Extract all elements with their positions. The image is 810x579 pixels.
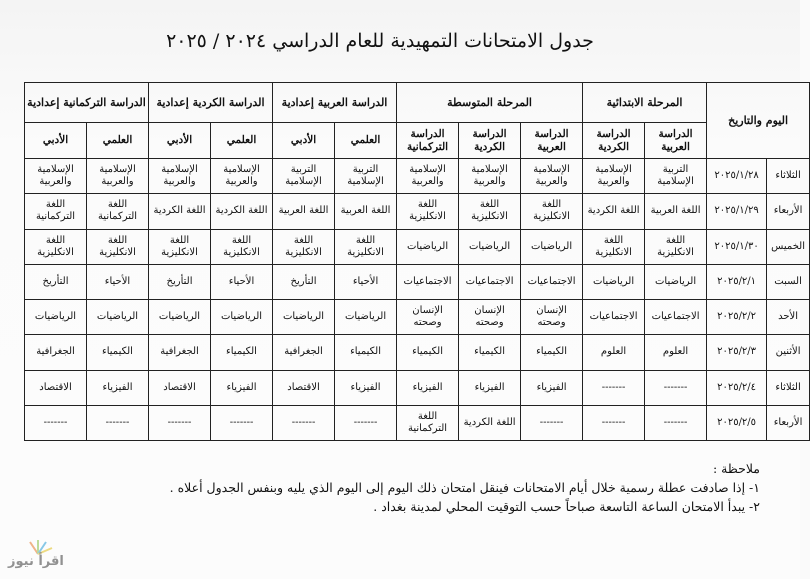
day-cell: السبت (767, 264, 810, 299)
date-cell: ٢٠٢٥/١/٣٠ (707, 229, 767, 264)
subject-cell: الأحياء (335, 264, 397, 299)
subject-cell: اللغة الانكليزية (211, 229, 273, 264)
subject-cell: الاجتماعيات (645, 300, 707, 335)
subject-cell: العلوم (583, 335, 645, 370)
subject-cell: الكيمياء (459, 335, 521, 370)
subject-cell: ------- (273, 405, 335, 440)
subheader-arabic-lit: الأدبي (273, 123, 335, 159)
subject-cell: الإسلامية والعربية (397, 159, 459, 194)
note-item: ٢- يبدأ الامتحان الساعة التاسعة صباحاً حسب التوقيت المحلي لمدينة بغداد . (373, 498, 760, 514)
date-cell: ٢٠٢٥/٢/٥ (707, 405, 767, 440)
schedule-row (25, 159, 810, 194)
day-cell: الأحد (767, 300, 810, 335)
subject-cell: اللغة الانكليزية (521, 194, 583, 229)
subject-cell: الاجتماعيات (397, 264, 459, 299)
subject-cell: التأريخ (149, 264, 211, 299)
subject-cell: الكيمياء (211, 335, 273, 370)
subject-cell: ------- (87, 405, 149, 440)
subject-cell: اللغة الانكليزية (583, 229, 645, 264)
page-title: جدول الامتحانات التمهيدية للعام الدراسي ٢٠٢٤ / ٢٠٢٥ (166, 30, 594, 52)
subject-cell: الفيزياء (459, 370, 521, 405)
notes-heading: ملاحظة : (712, 461, 760, 476)
subject-cell: الرياضيات (521, 229, 583, 264)
subject-cell: الأحياء (211, 264, 273, 299)
subject-cell: اللغة التركمانية (25, 194, 87, 229)
subject-cell: اللغة الانكليزية (149, 229, 211, 264)
subject-cell: الكيمياء (521, 335, 583, 370)
subject-cell: اللغة الانكليزية (335, 229, 397, 264)
subject-cell: اللغة التركمانية (87, 194, 149, 229)
header-day-date: اليوم والتاريخ (707, 83, 810, 159)
subheader-kurdish-lit: الأدبي (149, 123, 211, 159)
subject-cell: الفيزياء (87, 370, 149, 405)
subject-cell: الإسلامية والعربية (211, 159, 273, 194)
schedule-row (25, 335, 810, 370)
subject-cell: ------- (25, 405, 87, 440)
subheader-middle-arabic: الدراسة العربية (521, 123, 583, 159)
schedule-row (25, 300, 810, 335)
subject-cell: الاقتصاد (25, 370, 87, 405)
subject-cell: الفيزياء (211, 370, 273, 405)
subject-cell: اللغة العربية (645, 194, 707, 229)
subject-cell: الاجتماعيات (583, 300, 645, 335)
subject-cell: الجغرافية (149, 335, 211, 370)
subject-cell: الأحياء (87, 264, 149, 299)
subject-cell: ------- (583, 370, 645, 405)
day-cell: الخميس (767, 229, 810, 264)
subject-cell: الاجتماعيات (459, 264, 521, 299)
subject-cell: اللغة التركمانية (397, 405, 459, 440)
day-cell: الأثنين (767, 335, 810, 370)
subject-cell: الفيزياء (521, 370, 583, 405)
subheader-turkmen-sci: العلمي (87, 123, 149, 159)
subject-cell: الإسلامية والعربية (149, 159, 211, 194)
subject-cell: اللغة الكردية (211, 194, 273, 229)
subject-cell: اللغة الانكليزية (25, 229, 87, 264)
subject-cell: التربية الإسلامية (273, 159, 335, 194)
subject-cell: اللغة الكردية (459, 405, 521, 440)
subject-cell: الاقتصاد (273, 370, 335, 405)
subheader-kurdish-sci: العلمي (211, 123, 273, 159)
subject-cell: اللغة الانكليزية (87, 229, 149, 264)
subject-cell: الرياضيات (273, 300, 335, 335)
date-cell: ٢٠٢٥/١/٢٨ (707, 159, 767, 194)
day-cell: الأربعاء (767, 405, 810, 440)
subject-cell: التأريخ (273, 264, 335, 299)
subject-cell: ------- (149, 405, 211, 440)
subject-cell: الإنسان وصحته (521, 300, 583, 335)
subject-cell: الكيمياء (397, 335, 459, 370)
subheader-primary-arabic: الدراسة العربية (645, 123, 707, 159)
subheader-middle-kurdish: الدراسة الكردية (459, 123, 521, 159)
subject-cell: الرياضيات (87, 300, 149, 335)
subject-cell: اللغة الكردية (583, 194, 645, 229)
notes (60, 460, 760, 516)
subject-cell: الرياضيات (335, 300, 397, 335)
watermark-text: اقرأ نيوز (8, 554, 64, 569)
subject-cell: الفيزياء (335, 370, 397, 405)
subject-cell: ------- (645, 370, 707, 405)
header-kurdish-prep: الدراسة الكردية إعدادية (149, 83, 273, 123)
date-cell: ٢٠٢٥/٢/٤ (707, 370, 767, 405)
subject-cell: الرياضيات (645, 264, 707, 299)
date-cell: ٢٠٢٥/٢/١ (707, 264, 767, 299)
subject-cell: الرياضيات (459, 229, 521, 264)
subject-cell: التربية الإسلامية (645, 159, 707, 194)
subject-cell: ------- (211, 405, 273, 440)
exam-schedule-table (24, 82, 810, 441)
subject-cell: الإنسان وصحته (459, 300, 521, 335)
subject-cell: ------- (335, 405, 397, 440)
schedule-body (25, 159, 810, 441)
subheader-arabic-sci: العلمي (335, 123, 397, 159)
subject-cell: الإسلامية والعربية (25, 159, 87, 194)
subject-cell: اللغة الانكليزية (273, 229, 335, 264)
subject-cell: الإسلامية والعربية (459, 159, 521, 194)
date-cell: ٢٠٢٥/٢/٣ (707, 335, 767, 370)
subject-cell: الرياضيات (211, 300, 273, 335)
subheader-turkmen-lit: الأدبي (25, 123, 87, 159)
schedule-row (25, 405, 810, 440)
subject-cell: اللغة الانكليزية (397, 194, 459, 229)
subject-cell: العلوم (645, 335, 707, 370)
subject-cell: الكيمياء (87, 335, 149, 370)
date-cell: ٢٠٢٥/١/٢٩ (707, 194, 767, 229)
subject-cell: اللغة الكردية (149, 194, 211, 229)
subject-cell: الكيمياء (335, 335, 397, 370)
subject-cell: ------- (521, 405, 583, 440)
subject-cell: الاقتصاد (149, 370, 211, 405)
schedule-row (25, 194, 810, 229)
subject-cell: الإسلامية والعربية (583, 159, 645, 194)
subject-cell: اللغة العربية (335, 194, 397, 229)
header-primary: المرحلة الابتدائية (583, 83, 707, 123)
subject-cell: الإنسان وصحته (397, 300, 459, 335)
subject-cell: الفيزياء (397, 370, 459, 405)
date-cell: ٢٠٢٥/٢/٢ (707, 300, 767, 335)
subject-cell: ------- (583, 405, 645, 440)
header-turkmen-prep: الدراسة التركمانية إعدادية (25, 83, 149, 123)
day-cell: الثلاثاء (767, 159, 810, 194)
header-middle: المرحلة المتوسطة (397, 83, 583, 123)
subject-cell: الإسلامية والعربية (521, 159, 583, 194)
subject-cell: الرياضيات (583, 264, 645, 299)
subject-cell: التربية الإسلامية (335, 159, 397, 194)
subject-cell: اللغة العربية (273, 194, 335, 229)
subject-cell: الإسلامية والعربية (87, 159, 149, 194)
subject-cell: الجغرافية (25, 335, 87, 370)
subject-cell: الرياضيات (397, 229, 459, 264)
header-arabic-prep: الدراسة العربية إعدادية (273, 83, 397, 123)
schedule-row (25, 370, 810, 405)
subject-cell: التأريخ (25, 264, 87, 299)
subheader-primary-kurdish: الدراسة الكردية (583, 123, 645, 159)
schedule-row (25, 264, 810, 299)
schedule-row (25, 229, 810, 264)
day-cell: الأربعاء (767, 194, 810, 229)
note-item: ١- إذا صادفت عطلة رسمية خلال أيام الامتحانات فينقل امتحان ذلك اليوم إلى اليوم الذي يليه وبنفس الجدول أعلاه . (169, 479, 760, 495)
subject-cell: الرياضيات (149, 300, 211, 335)
subject-cell: الاجتماعيات (521, 264, 583, 299)
subject-cell: الجغرافية (273, 335, 335, 370)
day-cell: الثلاثاء (767, 370, 810, 405)
subject-cell: الرياضيات (25, 300, 87, 335)
subject-cell: اللغة الانكليزية (645, 229, 707, 264)
subject-cell: ------- (645, 405, 707, 440)
subheader-middle-turkmen: الدراسة التركمانية (397, 123, 459, 159)
subject-cell: اللغة الانكليزية (459, 194, 521, 229)
watermark-logo (8, 538, 68, 572)
